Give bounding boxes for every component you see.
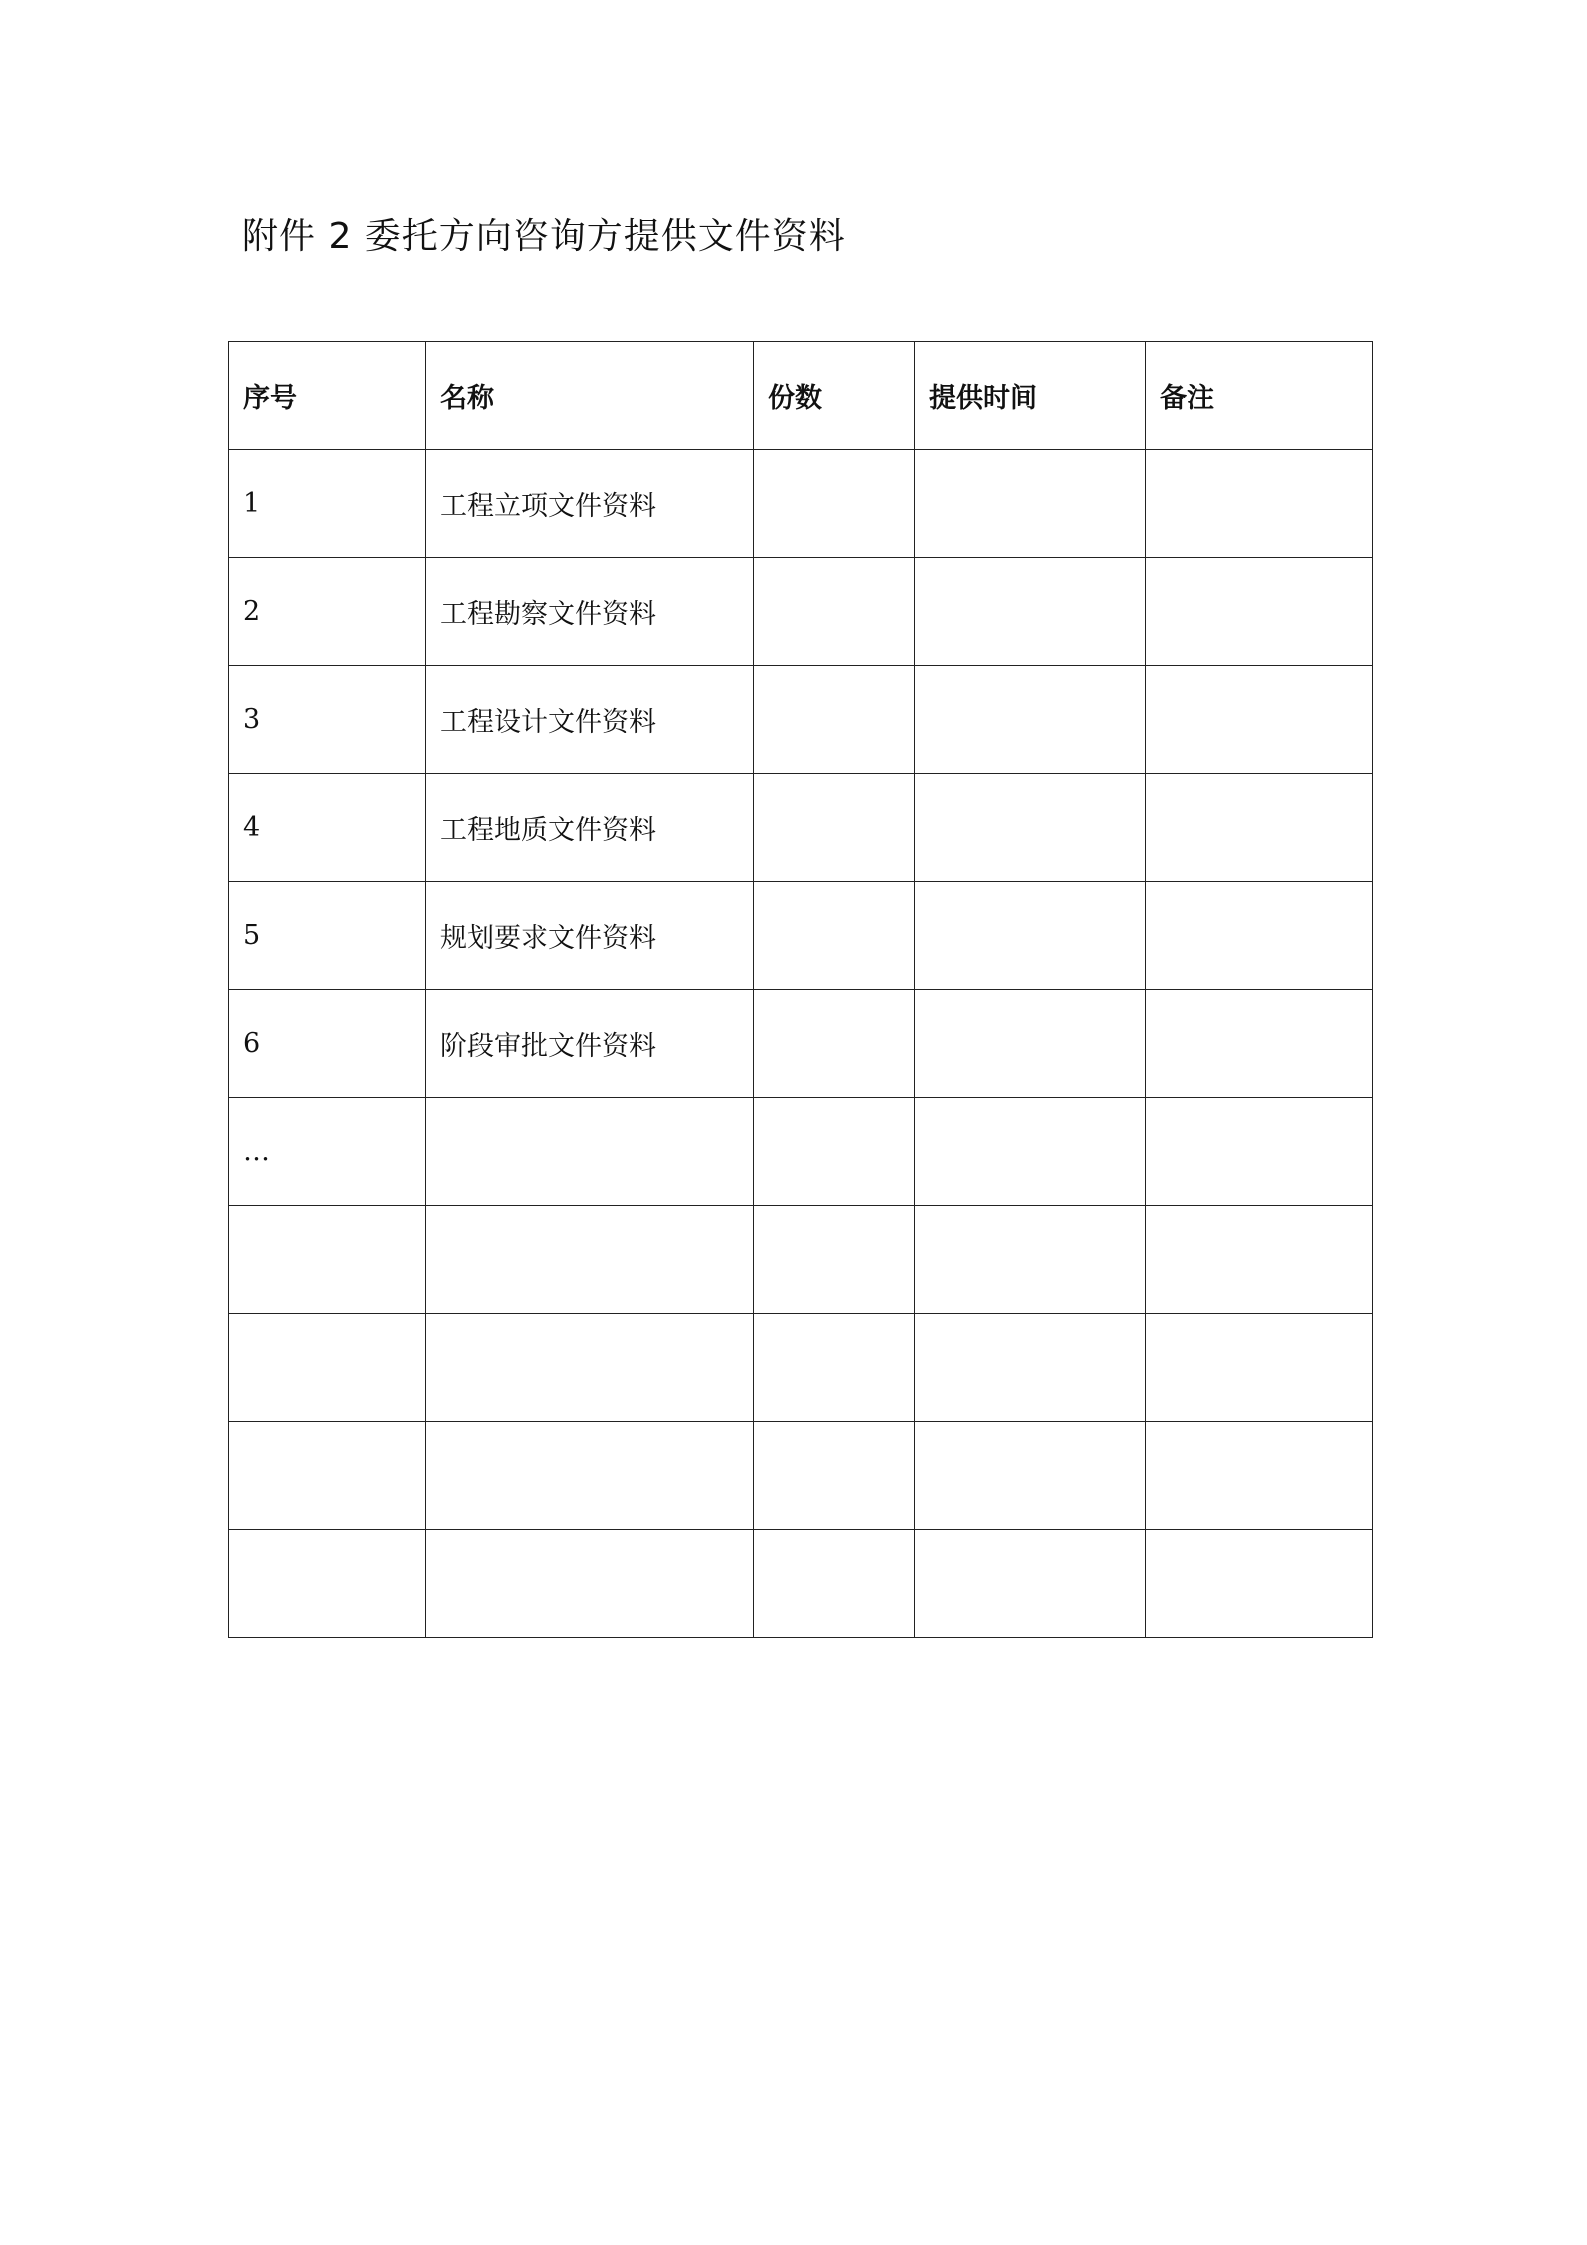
cell-name: 阶段审批文件资料	[426, 990, 754, 1098]
cell-provide-time	[915, 990, 1146, 1098]
cell-serial-number: 4	[229, 774, 426, 882]
cell-provide-time	[915, 1206, 1146, 1314]
cell-copies	[754, 1530, 915, 1638]
table-row	[229, 1098, 1373, 1206]
cell-provide-time	[915, 882, 1146, 990]
table-row	[229, 450, 1373, 558]
cell-name	[426, 1422, 754, 1530]
cell-provide-time	[915, 1422, 1146, 1530]
table-row	[229, 1530, 1373, 1638]
cell-copies	[754, 990, 915, 1098]
cell-remarks	[1146, 558, 1373, 666]
cell-copies	[754, 558, 915, 666]
cell-copies	[754, 1422, 915, 1530]
cell-copies	[754, 774, 915, 882]
cell-serial-number: 2	[229, 558, 426, 666]
table-row	[229, 774, 1373, 882]
cell-copies	[754, 666, 915, 774]
cell-name	[426, 1206, 754, 1314]
cell-remarks	[1146, 990, 1373, 1098]
cell-remarks	[1146, 882, 1373, 990]
cell-provide-time	[915, 558, 1146, 666]
cell-remarks	[1146, 450, 1373, 558]
cell-provide-time	[915, 666, 1146, 774]
cell-copies	[754, 1314, 915, 1422]
cell-serial-number: …	[229, 1098, 426, 1206]
cell-copies	[754, 882, 915, 990]
cell-serial-number	[229, 1422, 426, 1530]
table-row	[229, 1206, 1373, 1314]
materials-table	[228, 341, 1373, 1638]
cell-serial-number: 3	[229, 666, 426, 774]
table-row	[229, 666, 1373, 774]
cell-serial-number	[229, 1206, 426, 1314]
table-row	[229, 990, 1373, 1098]
header-copies: 份数	[754, 342, 915, 450]
cell-name	[426, 1530, 754, 1638]
table-header-row	[229, 342, 1373, 450]
table-row	[229, 558, 1373, 666]
cell-remarks	[1146, 1098, 1373, 1206]
cell-name	[426, 1314, 754, 1422]
cell-provide-time	[915, 450, 1146, 558]
cell-remarks	[1146, 1530, 1373, 1638]
table-row	[229, 1314, 1373, 1422]
cell-name: 工程立项文件资料	[426, 450, 754, 558]
cell-name	[426, 1098, 754, 1206]
header-provide-time: 提供时间	[915, 342, 1146, 450]
cell-remarks	[1146, 666, 1373, 774]
table-row	[229, 1422, 1373, 1530]
header-name: 名称	[426, 342, 754, 450]
cell-serial-number: 5	[229, 882, 426, 990]
cell-remarks	[1146, 1422, 1373, 1530]
cell-serial-number: 6	[229, 990, 426, 1098]
cell-copies	[754, 450, 915, 558]
cell-remarks	[1146, 1206, 1373, 1314]
cell-serial-number: 1	[229, 450, 426, 558]
cell-name: 工程地质文件资料	[426, 774, 754, 882]
table-row	[229, 882, 1373, 990]
document-title: 附件 2 委托方向咨询方提供文件资料	[242, 216, 846, 257]
header-serial-number: 序号	[229, 342, 426, 450]
header-remarks: 备注	[1146, 342, 1373, 450]
cell-copies	[754, 1206, 915, 1314]
cell-name: 规划要求文件资料	[426, 882, 754, 990]
cell-copies	[754, 1098, 915, 1206]
cell-name: 工程勘察文件资料	[426, 558, 754, 666]
cell-provide-time	[915, 1098, 1146, 1206]
cell-name: 工程设计文件资料	[426, 666, 754, 774]
cell-remarks	[1146, 774, 1373, 882]
cell-provide-time	[915, 1314, 1146, 1422]
cell-provide-time	[915, 1530, 1146, 1638]
cell-provide-time	[915, 774, 1146, 882]
cell-serial-number	[229, 1314, 426, 1422]
cell-remarks	[1146, 1314, 1373, 1422]
cell-serial-number	[229, 1530, 426, 1638]
